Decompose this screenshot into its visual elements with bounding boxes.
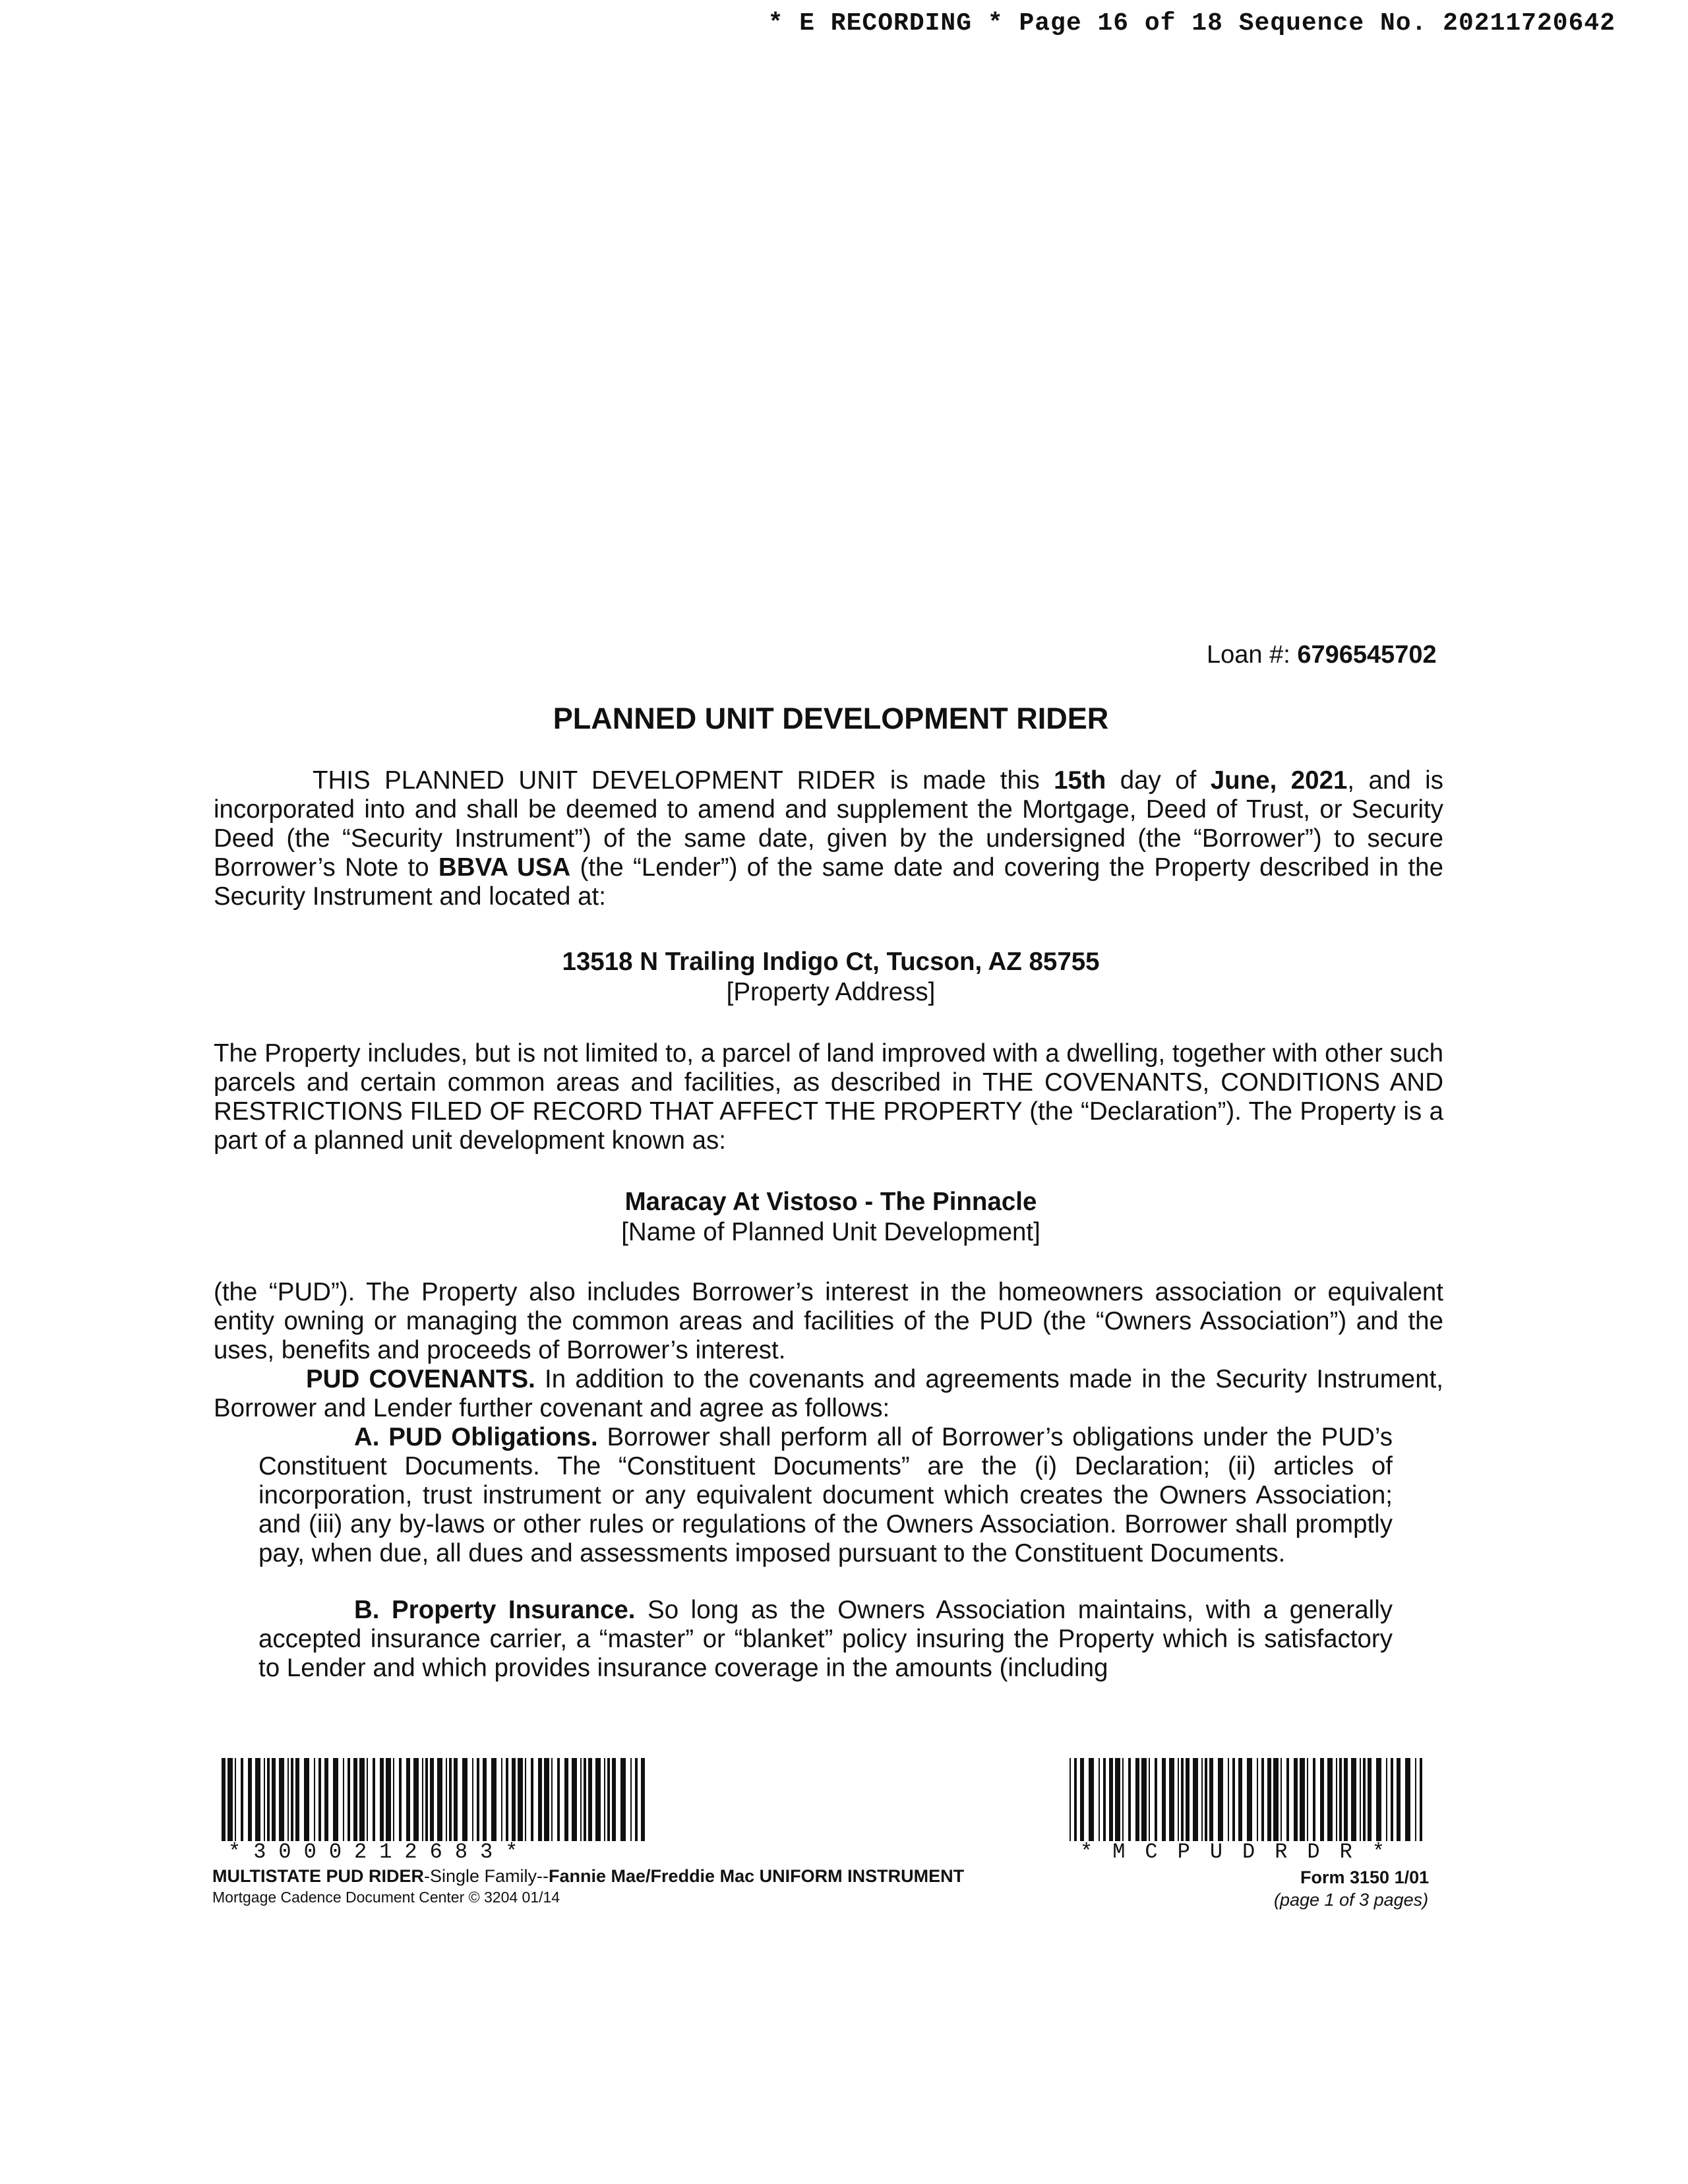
pud-name-caption: [Name of Planned Unit Development] [621, 1218, 1040, 1246]
section-a-heading: A. PUD Obligations. [354, 1423, 598, 1451]
barcode-bar [255, 1758, 260, 1841]
barcode-bar [1336, 1758, 1337, 1841]
barcode-bar [1320, 1758, 1324, 1841]
pud-name-block [0, 1187, 1662, 1248]
barcode-bar [1313, 1758, 1315, 1841]
barcode-bar [630, 1758, 632, 1841]
form-barcode [1070, 1758, 1428, 1841]
barcode-bar [595, 1758, 601, 1841]
barcode-bar [641, 1758, 645, 1841]
barcode-bar [353, 1758, 357, 1841]
barcode-bar [1405, 1758, 1410, 1841]
barcode-bar [512, 1758, 516, 1841]
barcode-bar [1181, 1758, 1184, 1841]
property-paragraph: The Property includes, but is not limited to, a parcel of land improved with a dwelling, together with other such parcels and certain common areas and facilities, as described in THE COVENANTS, CONDITIONS AND RESTRICTIONS FILED OF RECORD THAT AFFECT THE PROPERTY (the “Declaration”). The Property is a part of a planned unit development known as: [214, 1039, 1443, 1155]
loan-number-line [1207, 641, 1437, 669]
barcode-bar [612, 1758, 616, 1841]
barcode-bar [373, 1758, 375, 1841]
barcode-bar [604, 1758, 605, 1841]
barcode-bar [449, 1758, 452, 1841]
barcode-bar [1344, 1758, 1348, 1841]
page-indicator: (page 1 of 3 pages) [1274, 1890, 1429, 1910]
form-name [212, 1866, 964, 1887]
section-b-text: So long as the Owners Association maintains, with a generally accepted insurance carrier, a “master” or “blanket” policy insuring the Property which is satisfactory to Lender and which provides insurance coverage in the amounts (including [258, 1596, 1393, 1682]
recording-stamp: * E RECORDING * Page 16 of 18 Sequence No. 20211720642 [768, 9, 1615, 38]
barcode-bar [222, 1758, 226, 1841]
barcode-bar [1169, 1758, 1174, 1841]
rider-day: 15th [1054, 766, 1106, 795]
barcode-bar [1368, 1758, 1372, 1841]
barcode-bar [1307, 1758, 1308, 1841]
loan-label: Loan #: [1207, 641, 1298, 669]
barcode-bar [264, 1758, 265, 1841]
barcode-bar [1149, 1758, 1150, 1841]
barcode-bar [1363, 1758, 1366, 1841]
barcode-bar [483, 1758, 487, 1841]
barcode-bar [1218, 1758, 1223, 1841]
barcode-bar [318, 1758, 321, 1841]
barcode-bar [1099, 1758, 1100, 1841]
barcode-bar [1074, 1758, 1077, 1841]
loan-barcode [222, 1758, 651, 1841]
barcode-bar [1080, 1758, 1084, 1841]
section-b-paragraph [258, 1596, 1393, 1683]
loan-number: 6796545702 [1297, 641, 1437, 669]
barcode-bar [1155, 1758, 1157, 1841]
intro-text: day of [1106, 766, 1211, 795]
barcode-bar [454, 1758, 458, 1841]
barcode-bar [406, 1758, 410, 1841]
barcode-bar [1327, 1758, 1333, 1841]
barcode-bar [538, 1758, 542, 1841]
property-address-block [0, 947, 1662, 1008]
pud-name: Maracay At Vistoso - The Pinnacle [624, 1188, 1037, 1216]
rider-month-year: June, 2021 [1210, 766, 1348, 795]
barcode-bar [491, 1758, 497, 1841]
barcode-bar [477, 1758, 479, 1841]
barcode-bar [501, 1758, 502, 1841]
barcode-bar [347, 1758, 350, 1841]
barcode-bar [1089, 1758, 1094, 1841]
barcode-bar [235, 1758, 236, 1841]
barcode-bar [1351, 1758, 1356, 1841]
section-a-paragraph [258, 1423, 1393, 1568]
barcode-bar [635, 1758, 638, 1841]
barcode-bar [343, 1758, 344, 1841]
barcode-bar [584, 1758, 586, 1841]
barcode-bar [1386, 1758, 1387, 1841]
barcode-bar [279, 1758, 284, 1841]
form-name-bold2: Fannie Mae/Freddie Mac UNIFORM INSTRUMENT [549, 1866, 965, 1886]
barcode-bar [564, 1758, 568, 1841]
barcode-bar [1209, 1758, 1213, 1841]
barcode-bar [1232, 1758, 1235, 1841]
barcode-bar [518, 1758, 523, 1841]
barcode-bar [1228, 1758, 1229, 1841]
document-center: Mortgage Cadence Document Center © 3204 01/14 [212, 1889, 560, 1906]
barcode-bar [333, 1758, 338, 1841]
barcode-bar [472, 1758, 473, 1841]
barcode-bar [1286, 1758, 1289, 1841]
barcode-bar [359, 1758, 365, 1841]
form-barcode-text: *MCPUDRDR* [1080, 1840, 1405, 1864]
barcode-bar [287, 1758, 289, 1841]
barcode-bar [295, 1758, 299, 1841]
barcode-bar [506, 1758, 508, 1841]
barcode-bar [1115, 1758, 1120, 1841]
barcode-bar [1273, 1758, 1279, 1841]
barcode-bar [1300, 1758, 1305, 1841]
section-a-text: Borrower shall perform all of Borrower’s obligations under the PUD’s Constituent Documents. The “Constituent Documents” are the (i) Declaration; (ii) articles of incorporation, trust instrument or any equivalent document which creates the Owners Association; and (iii) any by-laws or other rules or regulations of the Owners Association. Borrower shall promptly pay, when due, all dues and assessments imposed pursuant to the Constituent Documents. [258, 1423, 1393, 1567]
barcode-bar [1397, 1758, 1401, 1841]
barcode-bar [557, 1758, 560, 1841]
loan-barcode-text: *3000212683* [228, 1840, 531, 1864]
intro-text: THIS PLANNED UNIT DEVELOPMENT RIDER is made this [313, 766, 1054, 795]
barcode-bar [1267, 1758, 1271, 1841]
barcode-bar [1415, 1758, 1416, 1841]
barcode-bar [1193, 1758, 1198, 1841]
barcode-bar [422, 1758, 423, 1841]
pud-covenants-text: In addition to the covenants and agreements made in the Security Instrument, Borrower and Lender further covenant and agree as follows: [214, 1365, 1443, 1422]
barcode-bar [1257, 1758, 1258, 1841]
barcode-bar [272, 1758, 276, 1841]
barcode-bar [437, 1758, 442, 1841]
barcode-bar [413, 1758, 419, 1841]
barcode-bar [1294, 1758, 1298, 1841]
form-number: Form 3150 1/01 [1300, 1867, 1430, 1887]
barcode-bar [1178, 1758, 1179, 1841]
property-address: 13518 N Trailing Indigo Ct, Tucson, AZ 85755 [562, 948, 1100, 976]
barcode-bar [393, 1758, 394, 1841]
barcode-bar [446, 1758, 447, 1841]
barcode-bar [1141, 1758, 1147, 1841]
barcode-bar [227, 1758, 233, 1841]
intro-paragraph [214, 766, 1443, 911]
barcode-bar [620, 1758, 626, 1841]
intro-text: , and is incorporated into and shall be deemed to amend and supplement the Mortgage, Deed of Trust, or Security Deed (the “Security Instrument”) of the same date, given by the undersigned (the “Borrower”) to secure Borrower’s Note to [214, 766, 1443, 882]
form-name-mid: -Single Family-- [423, 1866, 549, 1886]
lender-name: BBVA USA [438, 853, 571, 882]
pud-paragraph: (the “PUD”). The Property also includes Borrower’s interest in the homeowners association or equivalent entity owning or managing the common areas and facilities of the PUD (the “Owners Association”) and the uses, benefits and proceeds of Borrower’s interest. [214, 1278, 1443, 1364]
barcode-bar [580, 1758, 582, 1841]
barcode-bar [1238, 1758, 1242, 1841]
intro-text: (the “Lender”) of the same date and covering the Property described in the Security Instrument and located at: [214, 853, 1443, 911]
document-title: PLANNED UNIT DEVELOPMENT RIDER [553, 702, 1109, 735]
barcode-bar [1070, 1758, 1071, 1841]
barcode-bar [324, 1758, 328, 1841]
barcode-bar [544, 1758, 549, 1841]
section-b-heading: B. Property Insurance. [354, 1596, 636, 1624]
barcode-bar [1261, 1758, 1264, 1841]
form-name-bold: MULTISTATE PUD RIDER [212, 1866, 424, 1886]
barcode-bar [1122, 1758, 1124, 1841]
barcode-bar [430, 1758, 434, 1841]
barcode-bar [1128, 1758, 1131, 1841]
barcode-bar [588, 1758, 592, 1841]
barcode-bar [462, 1758, 467, 1841]
barcode-bar [572, 1758, 577, 1841]
barcode-bar [425, 1758, 428, 1841]
barcode-bar [1339, 1758, 1342, 1841]
barcode-bar [399, 1758, 402, 1841]
barcode-bar [607, 1758, 610, 1841]
pud-covenants-paragraph [214, 1365, 1443, 1423]
barcode-bar [1360, 1758, 1361, 1841]
property-address-caption: [Property Address] [726, 978, 936, 1006]
barcode-bar [386, 1758, 391, 1841]
barcode-bar [1247, 1758, 1252, 1841]
pud-covenants-heading: PUD COVENANTS. [306, 1365, 535, 1393]
barcode-bar [267, 1758, 270, 1841]
barcode-bar [1109, 1758, 1113, 1841]
barcode-bar [1205, 1758, 1207, 1841]
barcode-bar [1391, 1758, 1393, 1841]
barcode-bar [314, 1758, 315, 1841]
barcode-bar [304, 1758, 309, 1841]
barcode-bar [1420, 1758, 1422, 1841]
barcode-bar [1162, 1758, 1166, 1841]
barcode-bar [1103, 1758, 1106, 1841]
barcode-bar [380, 1758, 384, 1841]
barcode-bar [531, 1758, 533, 1841]
barcode-bar [291, 1758, 293, 1841]
barcode-bar [1376, 1758, 1381, 1841]
barcode-bar [1135, 1758, 1139, 1841]
barcode-bar [1186, 1758, 1190, 1841]
barcode-bar [525, 1758, 526, 1841]
barcode-bar [551, 1758, 553, 1841]
barcode-bar [367, 1758, 368, 1841]
barcode-bar [1201, 1758, 1203, 1841]
barcode-bar [248, 1758, 252, 1841]
barcode-bar [1281, 1758, 1282, 1841]
barcode-bar [241, 1758, 243, 1841]
